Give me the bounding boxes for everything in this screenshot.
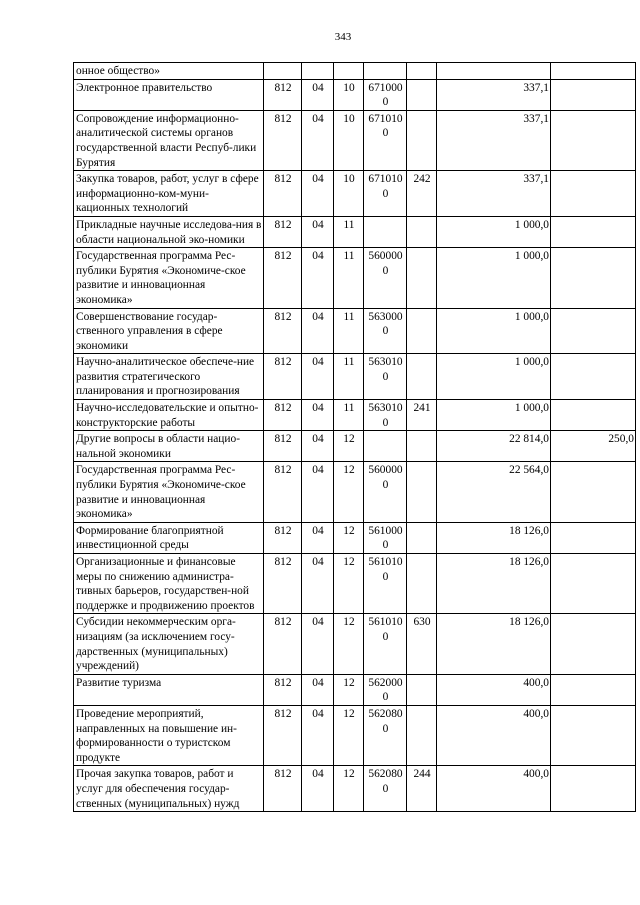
amount: 337,1 — [437, 171, 551, 217]
subsection-code: 12 — [334, 766, 364, 812]
table-row — [74, 522, 636, 553]
table-row — [74, 766, 636, 812]
subsection-code — [334, 63, 364, 80]
amount-secondary — [551, 400, 636, 431]
target-article-code: 5610000 — [364, 522, 407, 553]
amount-secondary — [551, 674, 636, 705]
section-code: 04 — [302, 674, 334, 705]
section-code: 04 — [302, 216, 334, 247]
ministry-code: 812 — [264, 705, 302, 765]
table-row — [74, 431, 636, 462]
amount: 18 126,0 — [437, 614, 551, 674]
subsection-code: 10 — [334, 110, 364, 170]
amount — [437, 63, 551, 80]
section-code: 04 — [302, 171, 334, 217]
expense-type-code — [407, 431, 437, 462]
table-row — [74, 216, 636, 247]
target-article-code — [364, 63, 407, 80]
page-number: 343 — [334, 31, 352, 43]
target-article-code — [364, 216, 407, 247]
amount-secondary — [551, 79, 636, 110]
amount-secondary — [551, 766, 636, 812]
table-row — [74, 171, 636, 217]
ministry-code: 812 — [264, 216, 302, 247]
target-article-code: 5620000 — [364, 674, 407, 705]
ministry-code: 812 — [264, 400, 302, 431]
expense-type-code: 242 — [407, 171, 437, 217]
budget-item-name: Закупка товаров, работ, услуг в сфере информационно-ком-муни-кационных технологий — [74, 171, 264, 217]
amount: 400,0 — [437, 674, 551, 705]
ministry-code: 812 — [264, 462, 302, 522]
table-body — [74, 63, 636, 812]
amount: 400,0 — [437, 766, 551, 812]
budget-item-name: Научно-исследовательские и опытно-конструкторские работы — [74, 400, 264, 431]
amount-secondary — [551, 614, 636, 674]
section-code: 04 — [302, 462, 334, 522]
table-row — [74, 400, 636, 431]
section-code: 04 — [302, 79, 334, 110]
section-code: 04 — [302, 308, 334, 354]
table-row — [74, 308, 636, 354]
amount-secondary: 250,0 — [551, 431, 636, 462]
target-article-code: 5610100 — [364, 554, 407, 614]
amount: 18 126,0 — [437, 554, 551, 614]
subsection-code: 11 — [334, 308, 364, 354]
ministry-code: 812 — [264, 431, 302, 462]
budget-item-name: Формирование благоприятной инвестиционной среды — [74, 522, 264, 553]
target-article-code: 5630100 — [364, 400, 407, 431]
budget-item-name: Проведение мероприятий, направленных на повышение ин-формированности о туристском продукте — [74, 705, 264, 765]
budget-item-name: Организационные и финансовые меры по снижению администра-тивных барьеров, государствен-ной поддержке и продвижению проектов — [74, 554, 264, 614]
ministry-code: 812 — [264, 248, 302, 308]
ministry-code: 812 — [264, 522, 302, 553]
subsection-code: 10 — [334, 79, 364, 110]
expense-type-code — [407, 354, 437, 400]
amount: 18 126,0 — [437, 522, 551, 553]
amount-secondary — [551, 308, 636, 354]
ministry-code: 812 — [264, 554, 302, 614]
expense-type-code — [407, 79, 437, 110]
table-row — [74, 110, 636, 170]
table-row — [74, 614, 636, 674]
expense-type-code — [407, 63, 437, 80]
expense-type-code — [407, 674, 437, 705]
target-article-code: 5620800 — [364, 766, 407, 812]
expense-type-code — [407, 462, 437, 522]
amount-secondary — [551, 354, 636, 400]
subsection-code: 11 — [334, 400, 364, 431]
subsection-code: 12 — [334, 431, 364, 462]
expense-type-code: 630 — [407, 614, 437, 674]
subsection-code: 10 — [334, 171, 364, 217]
section-code: 04 — [302, 400, 334, 431]
budget-item-name: Сопровождение информационно-аналитической системы органов государственной власти Респуб-лики Бурятия — [74, 110, 264, 170]
target-article-code: 5620800 — [364, 705, 407, 765]
target-article-code — [364, 431, 407, 462]
table-row — [74, 674, 636, 705]
expense-type-code — [407, 705, 437, 765]
amount: 1 000,0 — [437, 308, 551, 354]
budget-item-name: Государственная программа Рес-публики Бурятия «Экономиче-ское развитие и инновационная экономика» — [74, 248, 264, 308]
subsection-code: 12 — [334, 614, 364, 674]
amount: 337,1 — [437, 79, 551, 110]
target-article-code: 5630100 — [364, 354, 407, 400]
budget-item-name: Прикладные научные исследова-ния в области национальной эко-номики — [74, 216, 264, 247]
ministry-code: 812 — [264, 614, 302, 674]
subsection-code: 11 — [334, 216, 364, 247]
ministry-code: 812 — [264, 171, 302, 217]
budget-item-name: Государственная программа Рес-публики Бурятия «Экономиче-ское развитие и инновационная экономика» — [74, 462, 264, 522]
amount: 337,1 — [437, 110, 551, 170]
amount-secondary — [551, 216, 636, 247]
section-code: 04 — [302, 614, 334, 674]
amount-secondary — [551, 63, 636, 80]
subsection-code: 11 — [334, 248, 364, 308]
amount-secondary — [551, 522, 636, 553]
section-code: 04 — [302, 766, 334, 812]
target-article-code: 5610100 — [364, 614, 407, 674]
table-row — [74, 554, 636, 614]
amount: 1 000,0 — [437, 216, 551, 247]
subsection-code: 12 — [334, 522, 364, 553]
target-article-code: 5600000 — [364, 248, 407, 308]
ministry-code — [264, 63, 302, 80]
target-article-code: 5600000 — [364, 462, 407, 522]
subsection-code: 12 — [334, 705, 364, 765]
section-code: 04 — [302, 705, 334, 765]
budget-item-name: Электронное правительство — [74, 79, 264, 110]
expense-type-code — [407, 522, 437, 553]
ministry-code: 812 — [264, 354, 302, 400]
section-code: 04 — [302, 522, 334, 553]
ministry-code: 812 — [264, 766, 302, 812]
budget-item-name: Научно-аналитическое обеспече-ние развития стратегического планирования и прогнозирования — [74, 354, 264, 400]
section-code: 04 — [302, 554, 334, 614]
section-code: 04 — [302, 431, 334, 462]
section-code — [302, 63, 334, 80]
table-row — [74, 354, 636, 400]
subsection-code: 12 — [334, 674, 364, 705]
ministry-code: 812 — [264, 79, 302, 110]
amount-secondary — [551, 248, 636, 308]
amount: 22 564,0 — [437, 462, 551, 522]
expense-type-code — [407, 308, 437, 354]
budget-table — [73, 62, 636, 812]
expense-type-code — [407, 248, 437, 308]
budget-item-name: Совершенствование государ-ственного управления в сфере экономики — [74, 308, 264, 354]
ministry-code: 812 — [264, 110, 302, 170]
amount-secondary — [551, 110, 636, 170]
expense-type-code — [407, 110, 437, 170]
table-row — [74, 705, 636, 765]
subsection-code: 12 — [334, 554, 364, 614]
budget-item-name: Прочая закупка товаров, работ и услуг для обеспечения государ-ственных (муниципальных) нужд — [74, 766, 264, 812]
target-article-code: 6710100 — [364, 110, 407, 170]
expense-type-code — [407, 554, 437, 614]
amount-secondary — [551, 705, 636, 765]
amount: 1 000,0 — [437, 400, 551, 431]
ministry-code: 812 — [264, 308, 302, 354]
amount: 22 814,0 — [437, 431, 551, 462]
section-code: 04 — [302, 354, 334, 400]
amount-secondary — [551, 554, 636, 614]
amount-secondary — [551, 462, 636, 522]
amount-secondary — [551, 171, 636, 217]
section-code: 04 — [302, 110, 334, 170]
section-code: 04 — [302, 248, 334, 308]
budget-item-name: Субсидии некоммерческим орга-низациям (за исключением госу-дарственных (муниципальных) учреждений) — [74, 614, 264, 674]
amount: 1 000,0 — [437, 248, 551, 308]
subsection-code: 12 — [334, 462, 364, 522]
table-row — [74, 63, 636, 80]
amount: 1 000,0 — [437, 354, 551, 400]
expense-type-code: 244 — [407, 766, 437, 812]
target-article-code: 6710000 — [364, 79, 407, 110]
expense-type-code: 241 — [407, 400, 437, 431]
table-row — [74, 79, 636, 110]
amount: 400,0 — [437, 705, 551, 765]
budget-item-name: онное общество» — [74, 63, 264, 80]
subsection-code: 11 — [334, 354, 364, 400]
budget-item-name: Развитие туризма — [74, 674, 264, 705]
table-row — [74, 462, 636, 522]
target-article-code: 6710100 — [364, 171, 407, 217]
ministry-code: 812 — [264, 674, 302, 705]
budget-item-name: Другие вопросы в области нацио-нальной экономики — [74, 431, 264, 462]
table-row — [74, 248, 636, 308]
expense-type-code — [407, 216, 437, 247]
target-article-code: 5630000 — [364, 308, 407, 354]
